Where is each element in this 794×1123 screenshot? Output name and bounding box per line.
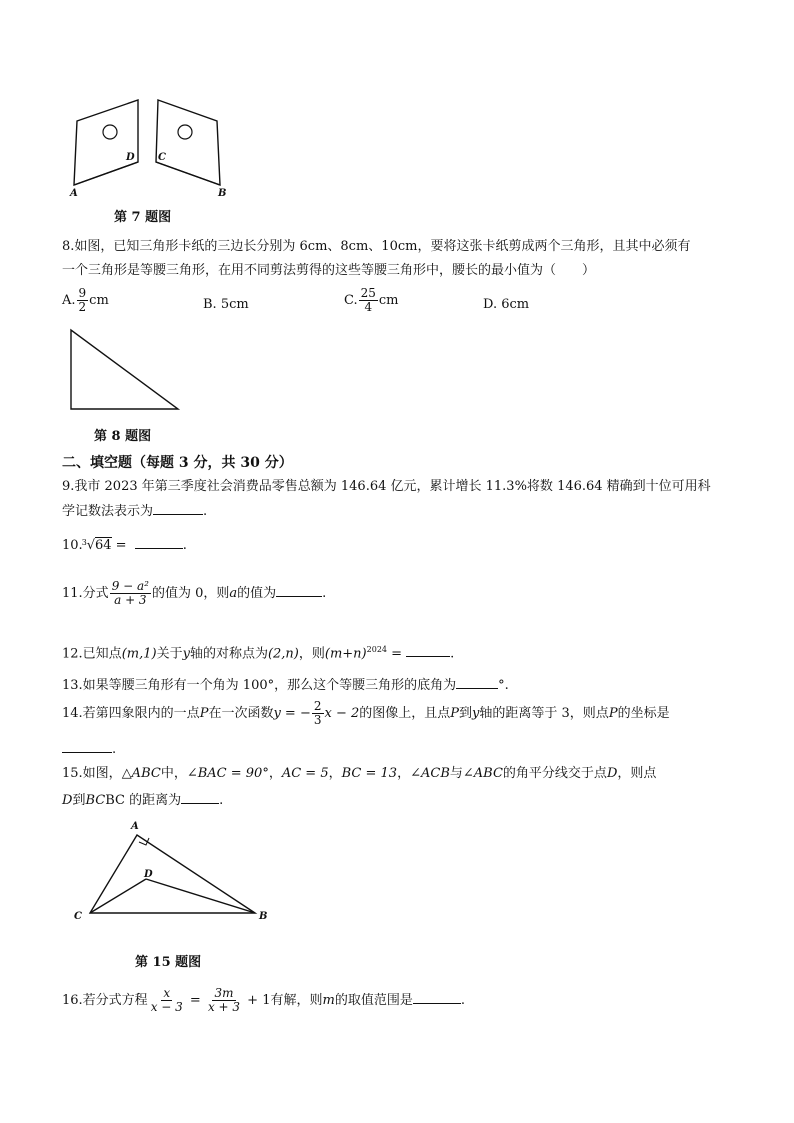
q8-line1: 8.如图，已知三角形卡纸的三边长分别为 6cm、8cm、10cm，要将这张卡纸剪成两个三角形，且其中必须有	[62, 239, 691, 254]
fraction-numerator: 2	[313, 699, 322, 713]
q11-mid: 的值为 0，则	[151, 586, 230, 601]
q15-d: D	[606, 766, 618, 781]
base-right	[156, 162, 220, 185]
q12-mid3: ，则	[298, 646, 325, 662]
q10-prefix: 10.	[62, 538, 83, 553]
q14-line2	[62, 740, 116, 759]
figure-7-diagram	[60, 92, 240, 202]
q12-expr: (m+n)	[324, 646, 367, 662]
root-index: 3	[81, 538, 87, 547]
q15-c: 的角平分线交于点	[502, 766, 607, 781]
q12-prefix: 12.已知点	[62, 646, 122, 662]
answer-blank[interactable]	[456, 676, 498, 689]
q14-after: 的图像上，且点	[359, 706, 451, 721]
q15-sep2: ，	[328, 766, 342, 781]
section-heading: 二、填空题（每题 3 分，共 30 分）	[62, 455, 293, 471]
label-A: A	[70, 188, 78, 199]
q14-after4: 的坐标是	[617, 706, 670, 721]
answer-blank[interactable]	[181, 791, 219, 804]
figure-8-diagram	[66, 325, 186, 415]
q14-after2: 到	[459, 706, 473, 721]
figure-7-caption: 第 7 题图	[114, 210, 172, 225]
answer-blank[interactable]	[413, 991, 461, 1004]
label-B: B	[259, 911, 268, 922]
option-c-prefix: C.	[344, 293, 358, 308]
label-D: D	[144, 869, 153, 880]
q16-fraction-left	[149, 987, 185, 1014]
q15-acb: ∠ACB	[410, 766, 450, 781]
radicand: 64	[94, 538, 112, 553]
q8-option-c	[344, 287, 399, 314]
fraction-numerator: 3m	[214, 986, 234, 1000]
right-card	[156, 100, 220, 185]
figure-8-caption: 第 8 题图	[94, 429, 152, 444]
q15-tri: △ABC	[121, 766, 161, 781]
q15-line1	[62, 765, 656, 783]
q9-text: 学记数法表示为	[62, 504, 154, 519]
fraction-denominator: x − 3	[150, 1000, 183, 1014]
q14-y: y	[472, 706, 480, 721]
q14-p2: P	[450, 706, 460, 721]
q16-m: m	[322, 993, 335, 1008]
point-2n: (2,n)	[267, 646, 299, 662]
cube-root	[83, 537, 112, 555]
option-a-prefix: A.	[62, 293, 76, 308]
answer-blank[interactable]	[276, 584, 322, 597]
answer-blank[interactable]	[406, 644, 450, 657]
option-c-unit: cm	[378, 293, 399, 308]
q16-plus: + 1	[243, 993, 271, 1008]
q11-var: a	[229, 586, 238, 601]
q13-text: 13.如果等腰三角形有一个角为 100°，那么这个等腰三角形的底角为	[62, 678, 457, 693]
q12-exponent: 2024	[366, 645, 387, 654]
fraction-numerator: x	[163, 986, 171, 1000]
fraction-denominator: 3	[313, 713, 322, 727]
q14-prefix: 14.若第四象限内的一点	[62, 706, 200, 721]
q14-tail: .	[112, 742, 117, 757]
q15-abc: ∠ABC	[462, 766, 503, 781]
q11-after: 的值为	[237, 586, 277, 601]
equals: =	[185, 993, 205, 1008]
q15-line2-bc: BC	[85, 793, 106, 808]
q8-option-b: B. 5cm	[203, 297, 249, 312]
answer-blank[interactable]	[153, 502, 203, 515]
q15-sep3: ，	[397, 766, 411, 781]
q15-b: 中，	[160, 766, 187, 781]
label-A: A	[131, 821, 139, 832]
answer-blank[interactable]	[62, 740, 112, 753]
q14	[62, 700, 670, 727]
q15-line2-b: BC 的距离为	[105, 793, 182, 808]
q11	[62, 580, 326, 607]
q14-eq-right: x − 2	[324, 706, 360, 721]
q8-option-d: D. 6cm	[483, 297, 530, 312]
bisector-cd	[90, 879, 146, 913]
q8-option-a	[62, 287, 109, 314]
q16-mid: 有解，则	[270, 993, 323, 1008]
q12-tail: .	[450, 646, 455, 662]
fraction-denominator: 2	[78, 300, 87, 314]
q16-prefix: 16.若分式方程	[62, 993, 148, 1008]
figure-15-diagram	[70, 818, 280, 928]
q13	[62, 676, 509, 695]
q10	[62, 536, 187, 555]
radical-sign: √	[86, 538, 95, 553]
q15-tail: .	[219, 793, 224, 808]
q8-line2: 一个三角形是等腰三角形，在用不同剪法剪得的这些等腰三角形中，腰长的最小值为（ ）	[62, 263, 596, 278]
answer-blank[interactable]	[135, 536, 183, 549]
q14-after3: 轴的距离等于 3，则点	[479, 706, 609, 721]
point-m1: (m,1)	[121, 646, 157, 662]
q15-angle: ∠BAC = 90°	[186, 766, 269, 781]
q14-fraction	[312, 700, 324, 727]
figure-15-caption: 第 15 题图	[135, 955, 202, 970]
q12	[62, 641, 454, 663]
option-c-fraction	[359, 287, 378, 314]
q10-tail: .	[182, 538, 187, 553]
fraction-denominator: 4	[364, 300, 373, 314]
q12-mid2: 轴的对称点为	[189, 646, 268, 662]
q16-fraction-right	[206, 987, 242, 1014]
fraction-numerator: 25	[360, 286, 376, 300]
option-a-fraction	[77, 287, 89, 314]
q15-line2-d: D	[62, 793, 73, 808]
q12-axis: y	[182, 646, 190, 662]
q16-tail: .	[460, 993, 465, 1008]
fraction-numerator: 9	[78, 286, 87, 300]
q15-bc: BC = 13	[341, 766, 398, 781]
q9-line1: 9.我市 2023 年第三季度社会消费品零售总额为 146.64 亿元，累计增长 11.3%将数 146.64 精确到十位可用科	[62, 479, 711, 494]
fraction-numerator: 9 − a²	[111, 579, 149, 593]
left-card	[74, 100, 138, 185]
label-C: C	[74, 911, 82, 922]
q14-p: P	[199, 706, 209, 721]
fraction-denominator: a + 3	[114, 593, 147, 607]
q11-tail: .	[322, 586, 327, 601]
equals: =	[387, 646, 407, 662]
q16-after: 的取值范围是	[334, 993, 413, 1008]
triangle	[71, 330, 178, 409]
q15-line2-a: 到	[72, 793, 86, 808]
q16	[62, 987, 465, 1014]
q15-a: 15.如图，	[62, 766, 122, 781]
q13-tail: °.	[498, 678, 509, 693]
q15-with: 与	[449, 766, 463, 781]
q14-p3: P	[608, 706, 618, 721]
q9-tail: .	[203, 504, 208, 519]
q14-mid: 在一次函数	[208, 706, 274, 721]
q15-sep1: ，	[268, 766, 282, 781]
q14-eq-left: y = −	[273, 706, 311, 721]
option-a-unit: cm	[89, 293, 109, 308]
left-hole	[103, 125, 117, 139]
base-left	[74, 162, 138, 185]
right-hole	[178, 125, 192, 139]
bisector-bd	[146, 879, 255, 913]
label-D: D	[126, 152, 135, 163]
q11-fraction	[110, 580, 151, 607]
q15-line2	[62, 791, 223, 810]
equals: =	[111, 538, 131, 553]
label-B: B	[218, 188, 227, 199]
q9-line2	[62, 502, 207, 521]
triangle-abc	[90, 835, 255, 913]
q12-mid1: 关于	[156, 646, 183, 662]
fraction-denominator: x + 3	[207, 1000, 241, 1014]
q15-d-tail: ，则点	[617, 766, 657, 781]
label-C: C	[158, 152, 166, 163]
q15-ac: AC = 5	[281, 766, 329, 781]
q11-prefix: 11.分式	[62, 586, 109, 601]
